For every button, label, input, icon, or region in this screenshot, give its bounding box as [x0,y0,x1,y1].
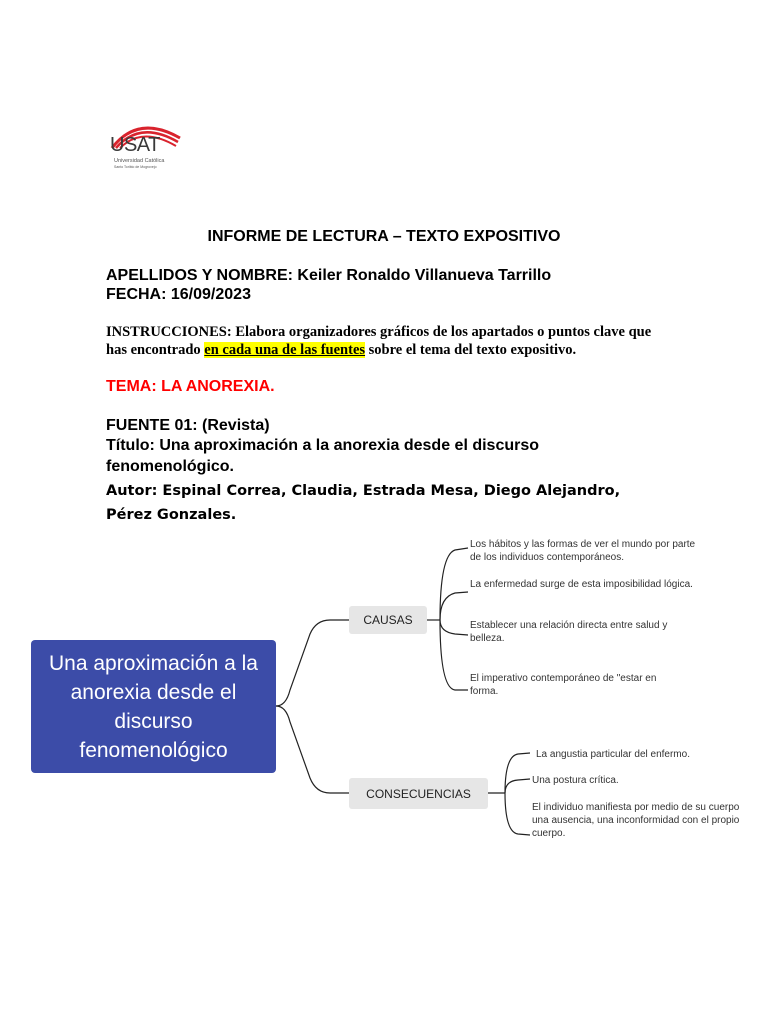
instructions-highlight: en cada una de las fuentes [204,342,366,358]
topic: TEMA: LA ANOREXIA. [106,378,275,395]
date-line: FECHA: 16/09/2023 [106,286,251,303]
instructions-text-end: sobre el tema del texto expositivo. [365,342,577,358]
central-topic-box [31,640,276,773]
cause-item: El imperativo contemporáneo de "estar en forma. [470,673,657,697]
instructions-label: INSTRUCCIONES: [106,324,232,340]
consequence-item: Una postura crítica. [532,775,619,786]
consequences-node: CONSECUENCIAS [349,778,488,809]
logo-subtitle: Santo Toribio de Mogrovejo [114,165,157,169]
source-label: FUENTE 01: (Revista) [106,417,270,434]
cause-item: Establecer una relación directa entre salud y belleza. [470,620,668,644]
name-line: APELLIDOS Y NOMBRE: Keiler Ronaldo Villanueva Tarrillo [106,267,552,284]
logo-university: Universidad Católica [114,158,165,164]
cause-item: Los hábitos y las formas de ver el mundo por parte de los individuos contemporáneos. [470,539,696,563]
report-title: INFORME DE LECTURA – TEXTO EXPOSITIVO [207,228,561,245]
instructions-text: Elabora organizadores gráficos de los apartados o puntos clave que has encontrado [106,324,652,358]
consequence-item: La angustia particular del enfermo. [536,749,690,760]
source-author: Autor: Espinal Correa, Claudia, Estrada Mesa, Diego Alejandro, Pérez Gonzales. [106,483,621,523]
consequence-item: El individuo manifiesta por medio de su cuerpo una ausencia, una inconformidad con el propio cuerpo. [532,802,740,839]
logo-brand: USAT [110,134,160,156]
central-topic-text: Una aproximación a la anorexia desde el discurso fenomenológico [49,651,258,762]
causes-node: CAUSAS [349,606,427,634]
source-title: Título: Una aproximación a la anorexia desde el discurso fenomenológico. [106,437,540,475]
cause-item: La enfermedad surge de esta imposibilidad lógica. [470,579,693,590]
